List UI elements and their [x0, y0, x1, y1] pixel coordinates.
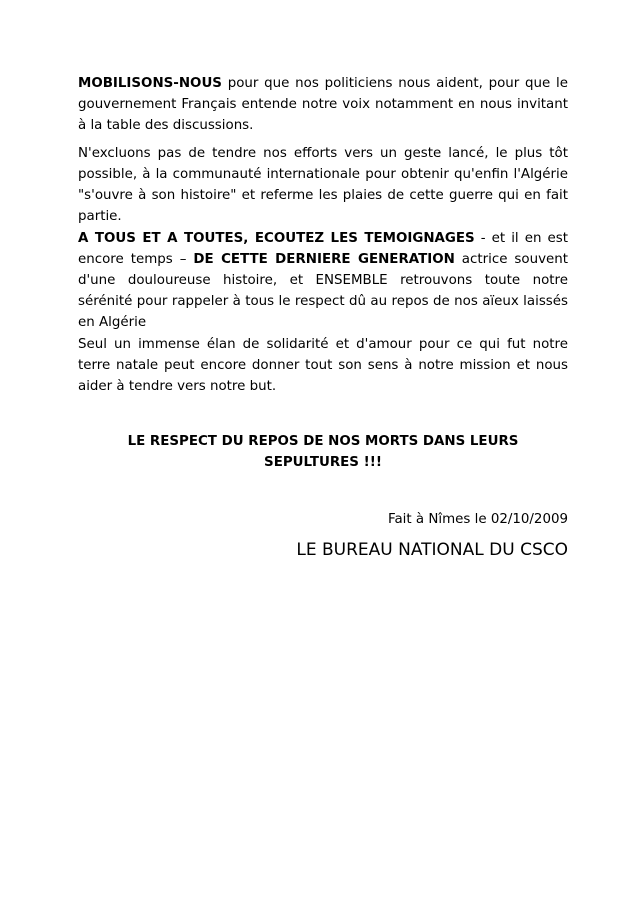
paragraph-text: actrice souvent d'une douloureuse histoire, et ENSEMBLE retrouvons toute notre sérénité pour rappeler à tous le respect dû au repos de nos aïeux laissés en Algérie	[78, 252, 568, 330]
signature-organization: LE BUREAU NATIONAL DU CSCO	[296, 540, 568, 560]
paragraph-emphasis: DE CETTE DERNIERE GENERATION	[193, 252, 455, 267]
signature-place-date: Fait à Nîmes le 02/10/2009	[387, 512, 568, 527]
paragraph-text: - et il en est encore temps –	[78, 231, 568, 267]
paragraph-mobilisation	[78, 73, 568, 136]
headline-line-1: LE RESPECT DU REPOS DE NOS MORTS DANS LEURS	[127, 434, 519, 449]
headline-line-2: SEPULTURES !!!	[264, 455, 382, 470]
paragraph-geste	[78, 143, 568, 227]
headline	[78, 431, 568, 473]
paragraph-text: Seul un immense élan de solidarité et d'amour pour ce qui fut notre terre natale peut encore donner tout son sens à notre mission et nous aider à tendre vers notre but.	[78, 337, 568, 394]
paragraph-text: N'excluons pas de tendre nos efforts vers un geste lancé, le plus tôt possible, à la communauté internationale pour obtenir qu'enfin l'Algérie "s'ouvre à son histoire" et referme les plaies de cette guerre qui en fait partie.	[78, 146, 568, 224]
paragraph-solidarite	[78, 334, 568, 397]
paragraph-lead: MOBILISONS-NOUS	[78, 76, 222, 91]
paragraph-temoignages	[78, 228, 568, 333]
paragraph-text: pour que nos politiciens nous aident, pour que le gouvernement Français entende notre voix notamment en nous invitant à la table des discussions.	[78, 76, 568, 133]
paragraph-lead: A TOUS ET A TOUTES, ECOUTEZ LES TEMOIGNAGES	[78, 231, 475, 246]
